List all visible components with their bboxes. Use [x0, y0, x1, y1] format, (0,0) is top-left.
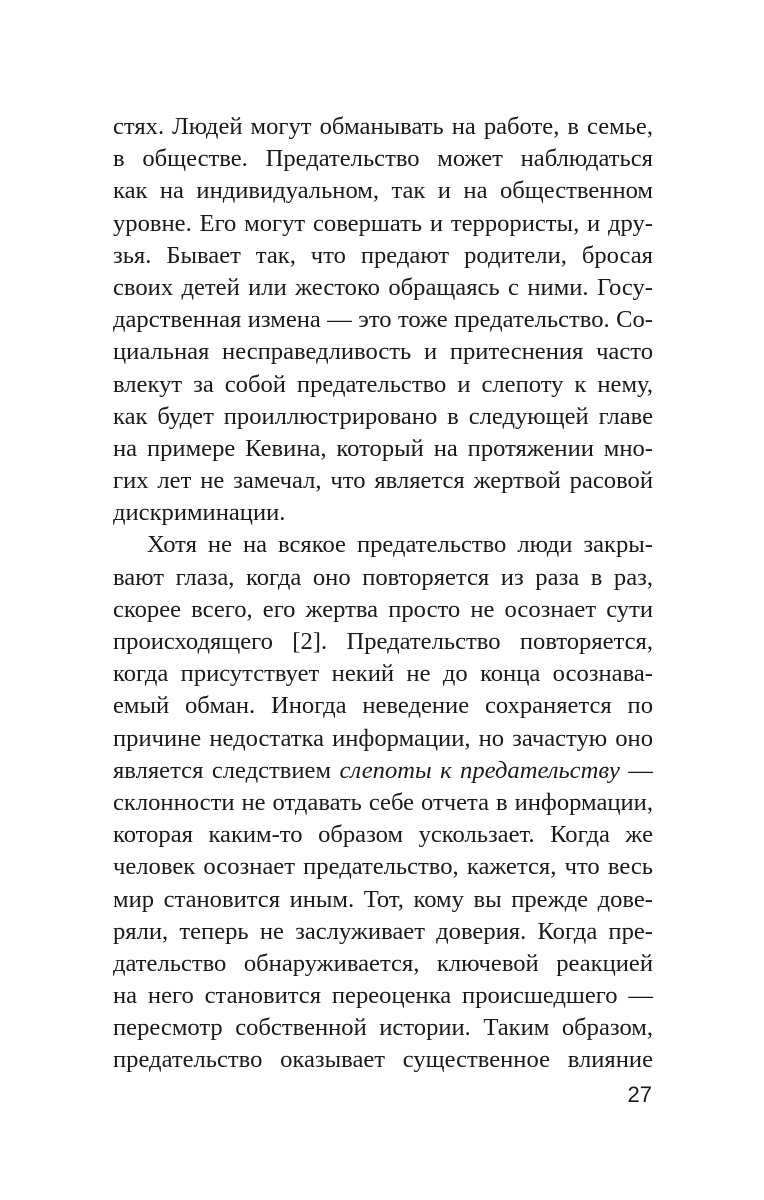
- text-line: гих лет не замечал, что является жертвой расовой: [113, 467, 653, 495]
- text-line: влекут за собой предательство и слепоту к нему,: [113, 370, 653, 398]
- text-line: пересмотр собственной истории. Таким образом,: [113, 1014, 653, 1042]
- paragraph-2: [113, 529, 653, 1076]
- text-line: на него становится переоценка происшедшего —: [113, 982, 653, 1010]
- text-line: как на индивидуальном, так и на общественном: [113, 177, 653, 205]
- text-line: ряли, теперь не заслуживает доверия. Когда пре-: [113, 917, 653, 945]
- text-line: вают глаза, когда оно повторяется из раза в раз,: [113, 563, 653, 591]
- text-line: дарственная измена — это тоже предательство. Со-: [113, 306, 653, 334]
- text-line: в обществе. Предательство может наблюдаться: [113, 145, 653, 173]
- text-fragment: является следствием: [113, 756, 340, 784]
- text-line: стях. Людей могут обманывать на работе, в семье,: [113, 113, 653, 140]
- text-line: на примере Кевина, который на протяжении мно-: [113, 434, 653, 462]
- text-line: Хотя не на всякое предательство люди закры-: [147, 531, 653, 559]
- text-fragment: —: [619, 756, 653, 784]
- text-line: циальная несправедливость и притеснения часто: [113, 338, 653, 366]
- paragraph-1: [113, 111, 653, 529]
- text-line: зья. Бывает так, что предают родители, бросая: [113, 241, 653, 269]
- emphasized-term: слепоты к предательству: [339, 756, 620, 784]
- text-line: человек осознает предательство, кажется, что весь: [113, 853, 653, 881]
- text-line: мир становится иным. Тот, кому вы прежде дове-: [113, 885, 653, 913]
- text-line: которая каким-то образом ускользает. Когда же: [113, 821, 653, 849]
- body-text: [113, 111, 653, 1077]
- text-line: уровне. Его могут совершать и террористы, и дру-: [113, 209, 653, 237]
- text-line-with-emphasis: [113, 755, 653, 787]
- text-line: скорее всего, его жертва просто не осознает сути: [113, 595, 653, 623]
- text-line: как будет проиллюстрировано в следующей главе: [113, 402, 653, 430]
- text-line: причине недостатка информации, но зачастую оно: [113, 724, 653, 752]
- text-line: склонности не отдавать себе отчета в информации,: [113, 788, 653, 816]
- text-line: дискриминации.: [113, 499, 286, 527]
- text-line: происходящего [2]. Предательство повторяется,: [113, 628, 653, 655]
- text-line: емый обман. Иногда неведение сохраняется по: [113, 692, 653, 720]
- text-line: предательство оказывает существенное влияние: [113, 1046, 653, 1074]
- text-line: когда присутствует некий не до конца осознава-: [113, 660, 653, 688]
- text-line: дательство обнаруживается, ключевой реакцией: [113, 949, 653, 977]
- page-number: 27: [627, 1082, 652, 1107]
- text-line: своих детей или жестоко обращаясь с ними. Госу-: [113, 273, 653, 301]
